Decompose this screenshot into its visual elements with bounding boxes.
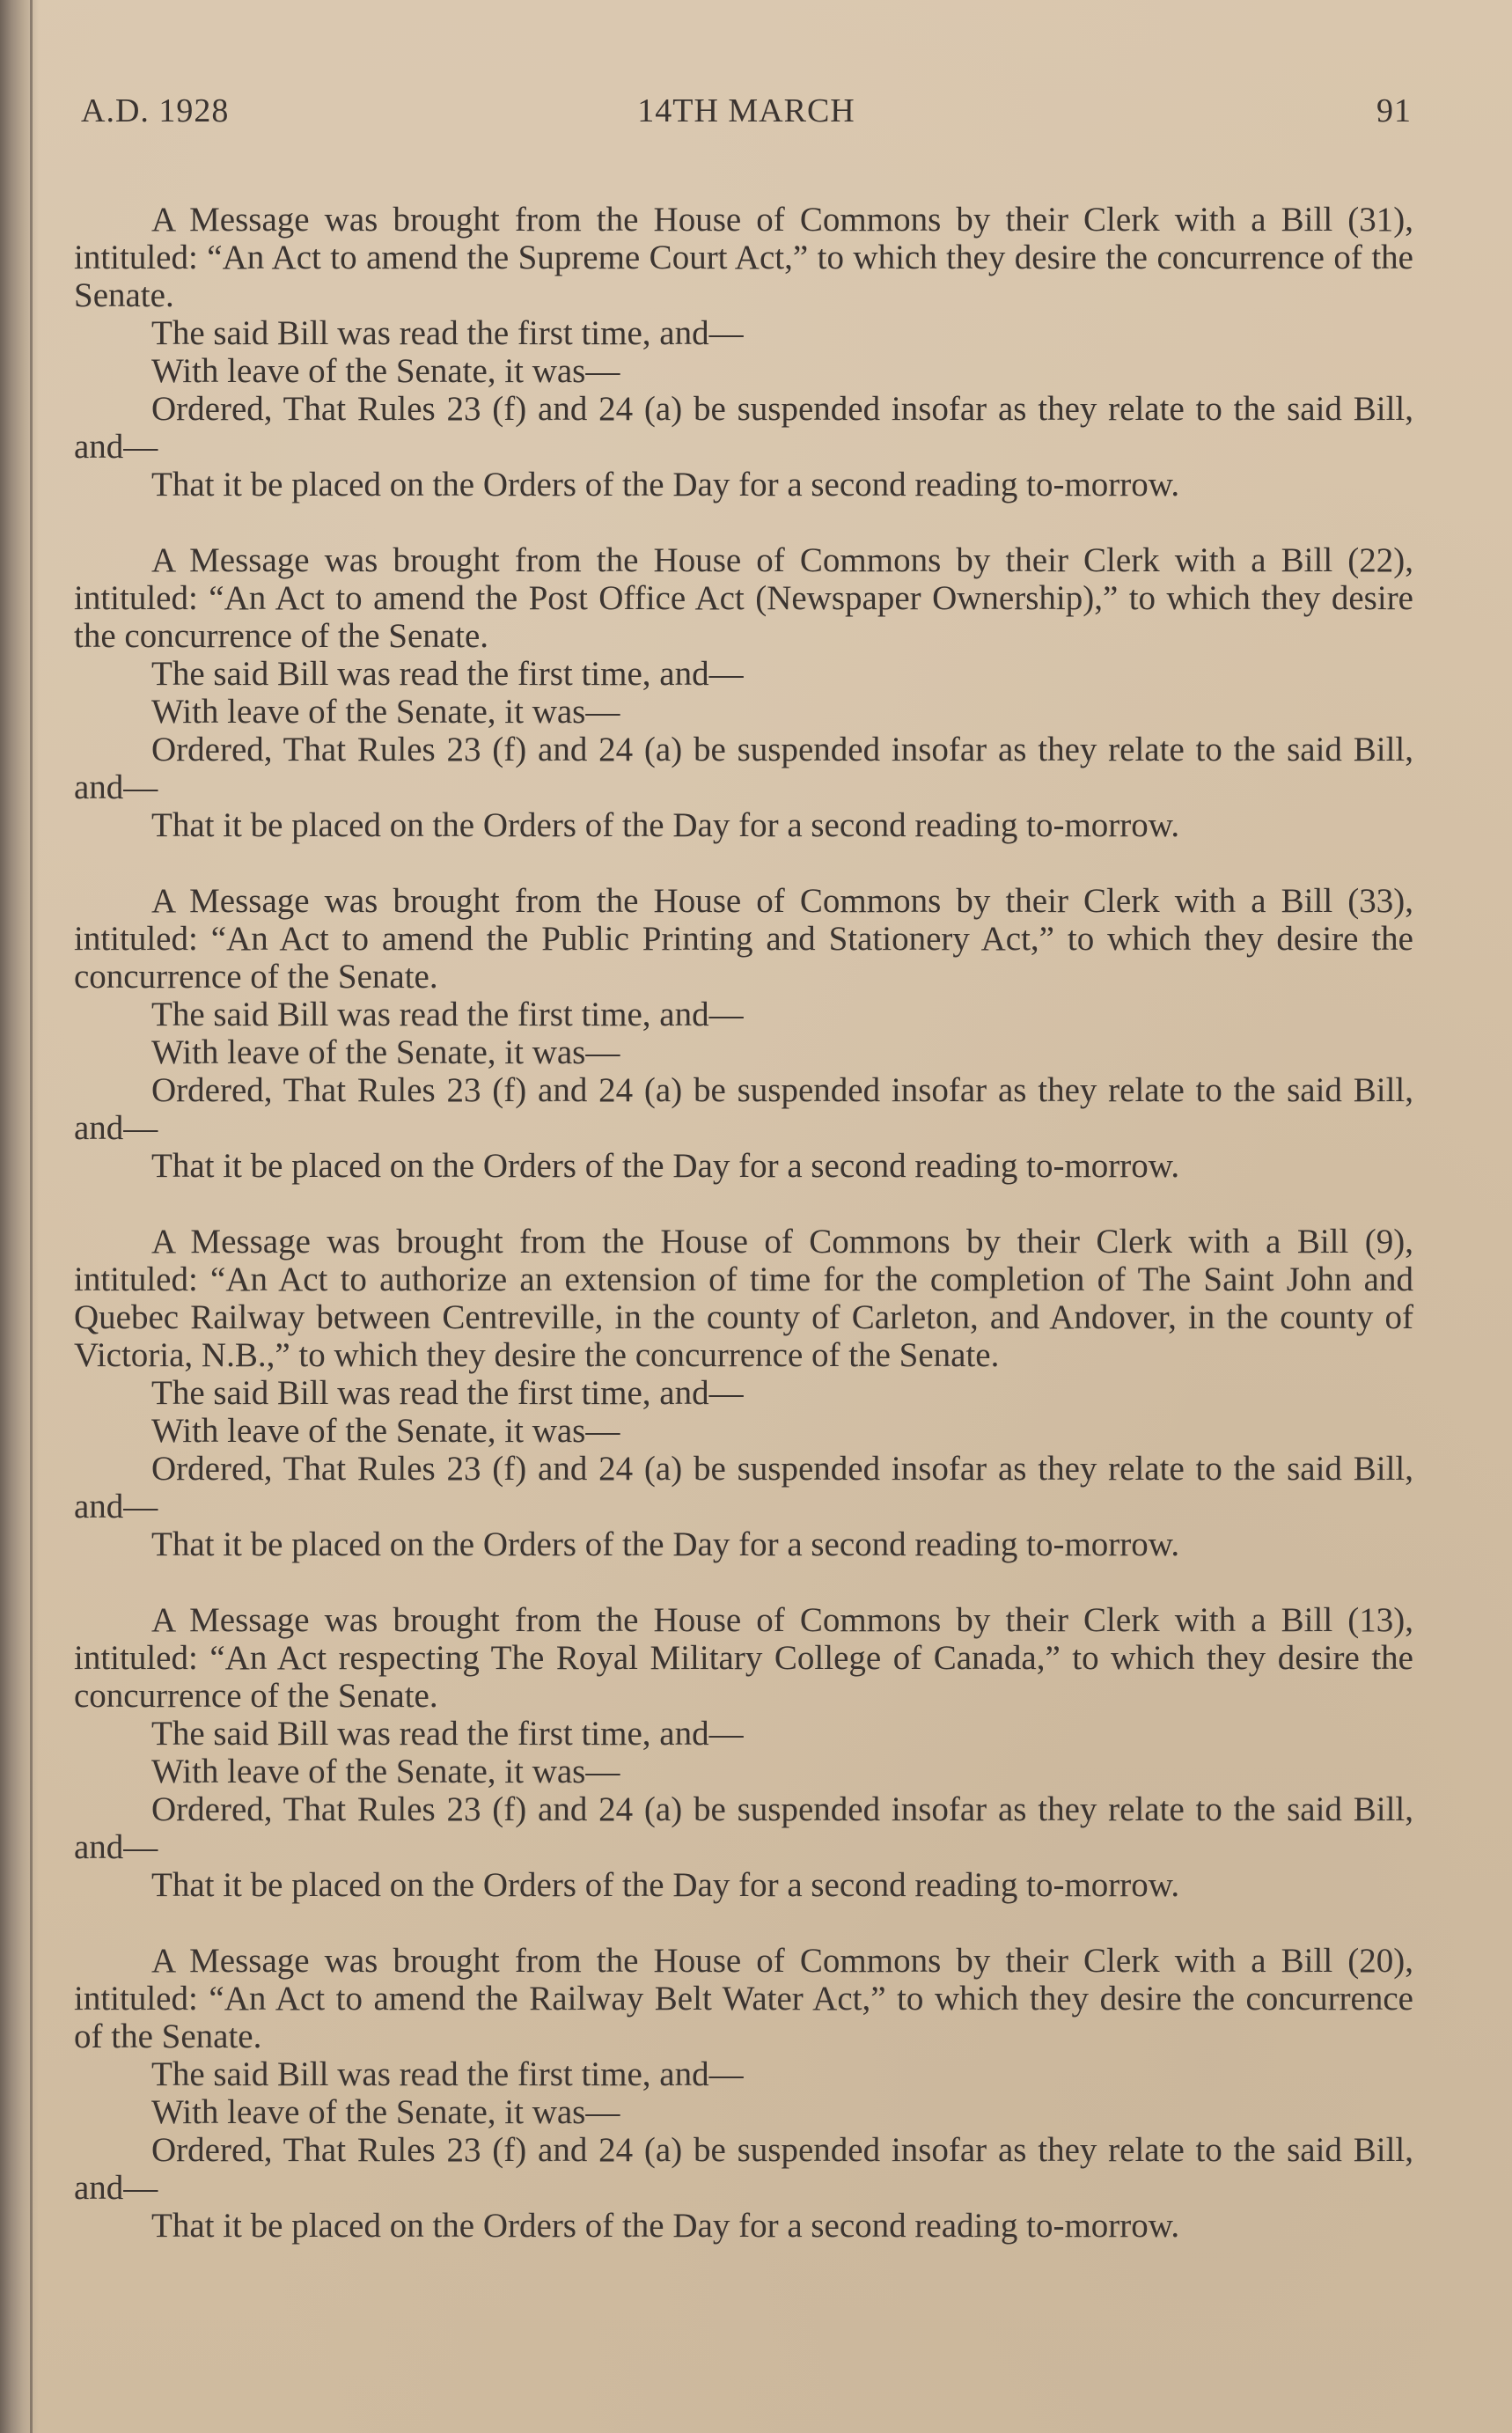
book-gutter-line <box>30 0 33 2433</box>
book-spine-shadow <box>0 0 39 2433</box>
message-entry <box>74 882 1413 1185</box>
first-reading: The said Bill was read the first time, and— <box>151 1374 744 1412</box>
leave-line: With leave of the Senate, it was— <box>151 1412 620 1450</box>
second-reading-order: That it be placed on the Orders of the Day for a second reading to-morrow. <box>151 806 1180 844</box>
ordered-rules: Ordered, That Rules 23 (f) and 24 (a) be suspended insofar as they relate to the said Bill, and— <box>74 390 1413 466</box>
message-intro: A Message was brought from the House of Commons by their Clerk with a Bill (31), intituled: “An Act to amend the Supreme Court Act,” to which they desire the concurrence of the Senate. <box>74 201 1413 314</box>
first-reading: The said Bill was read the first time, and— <box>151 2055 744 2093</box>
first-reading: The said Bill was read the first time, and— <box>151 996 744 1033</box>
message-entry <box>74 541 1413 844</box>
message-intro: A Message was brought from the House of Commons by their Clerk with a Bill (22), intituled: “An Act to amend the Post Office Act (Newspaper Ownership),” to which they desire the concurrence of the Senate. <box>74 541 1413 655</box>
second-reading-order: That it be placed on the Orders of the Day for a second reading to-morrow. <box>151 466 1180 504</box>
message-intro: A Message was brought from the House of Commons by their Clerk with a Bill (20), intituled: “An Act to amend the Railway Belt Water Act,” to which they desire the concurrence of the Senate. <box>74 1942 1413 2055</box>
second-reading-order: That it be placed on the Orders of the Day for a second reading to-morrow. <box>151 1525 1180 1563</box>
message-entry <box>74 1942 1413 2245</box>
first-reading: The said Bill was read the first time, and— <box>151 314 744 352</box>
header-year: A.D. 1928 <box>81 92 230 129</box>
message-entry <box>74 1601 1413 1904</box>
page-number: 91 <box>1376 92 1412 129</box>
second-reading-order: That it be placed on the Orders of the Day for a second reading to-morrow. <box>151 1147 1180 1185</box>
leave-line: With leave of the Senate, it was— <box>151 1033 620 1071</box>
page-header <box>81 92 1412 137</box>
message-entry <box>74 201 1413 504</box>
first-reading: The said Bill was read the first time, and— <box>151 655 744 693</box>
message-intro: A Message was brought from the House of Commons by their Clerk with a Bill (33), intituled: “An Act to amend the Public Printing and Stationery Act,” to which they desire the concurrence of the Senate. <box>74 882 1413 996</box>
leave-line: With leave of the Senate, it was— <box>151 2093 620 2131</box>
second-reading-order: That it be placed on the Orders of the Day for a second reading to-morrow. <box>151 1866 1180 1904</box>
second-reading-order: That it be placed on the Orders of the Day for a second reading to-morrow. <box>151 2207 1180 2245</box>
leave-line: With leave of the Senate, it was— <box>151 693 620 731</box>
message-intro: A Message was brought from the House of Commons by their Clerk with a Bill (9), intituled: “An Act to authorize an extension of time for the completion of The Saint John and Quebec Railway between Centreville, in the county of Carleton, and Andover, in the county of Victoria, N.B.,” to which they desire the concurrence of the Senate. <box>74 1223 1413 1374</box>
first-reading: The said Bill was read the first time, and— <box>151 1715 744 1753</box>
ordered-rules: Ordered, That Rules 23 (f) and 24 (a) be suspended insofar as they relate to the said Bill, and— <box>74 2131 1413 2207</box>
message-entry <box>74 1223 1413 1563</box>
leave-line: With leave of the Senate, it was— <box>151 352 620 390</box>
message-intro: A Message was brought from the House of Commons by their Clerk with a Bill (13), intituled: “An Act respecting The Royal Military College of Canada,” to which they desire the concurrence of the Senate. <box>74 1601 1413 1715</box>
ordered-rules: Ordered, That Rules 23 (f) and 24 (a) be suspended insofar as they relate to the said Bill, and— <box>74 1790 1413 1866</box>
ordered-rules: Ordered, That Rules 23 (f) and 24 (a) be suspended insofar as they relate to the said Bill, and— <box>74 1071 1413 1147</box>
leave-line: With leave of the Senate, it was— <box>151 1753 620 1790</box>
ordered-rules: Ordered, That Rules 23 (f) and 24 (a) be suspended insofar as they relate to the said Bill, and— <box>74 1450 1413 1525</box>
header-date: 14TH MARCH <box>637 92 855 129</box>
page-body <box>74 201 1413 2282</box>
ordered-rules: Ordered, That Rules 23 (f) and 24 (a) be suspended insofar as they relate to the said Bill, and— <box>74 731 1413 806</box>
